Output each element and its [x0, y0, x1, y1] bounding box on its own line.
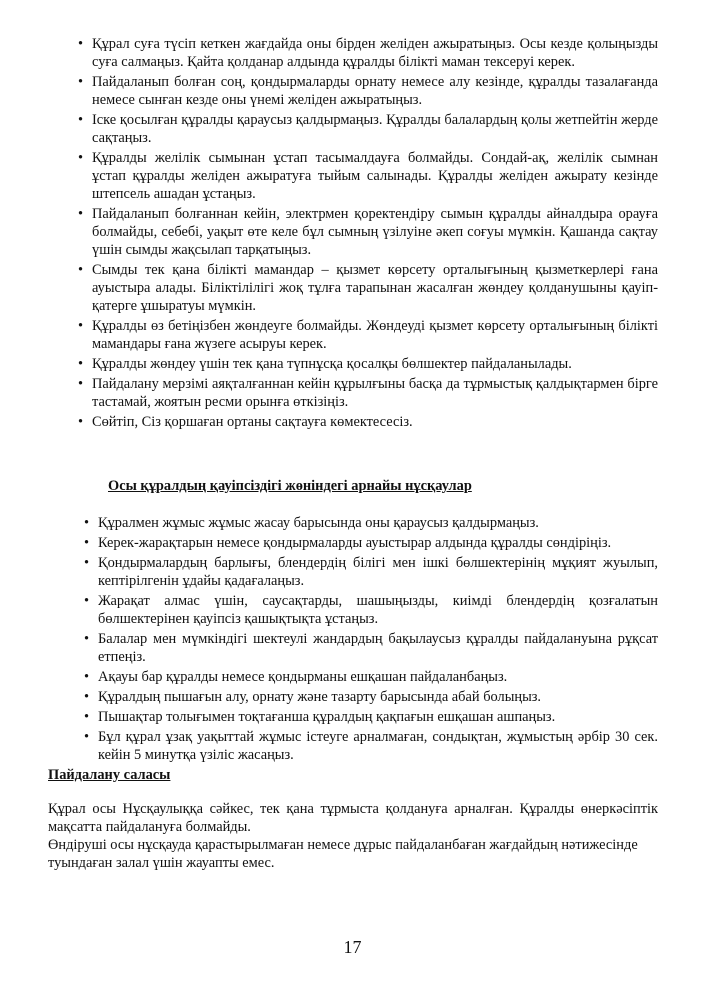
list-item-text: Құралды өз бетіңізбен жөндеуге болмайды. Жөндеуді қызмет көрсету орталығының білікті мамандары ғана жүзеге асыруы керек.	[92, 318, 658, 352]
bullet-icon: •	[78, 262, 84, 278]
list-item	[78, 205, 658, 259]
list-item	[78, 375, 658, 411]
list-item	[78, 413, 658, 431]
bullet-icon: •	[78, 318, 84, 334]
list-item	[84, 708, 658, 726]
list-item-text: Пайдалану мерзімі аяқталғаннан кейін құрылғыны басқа да тұрмыстық қалдықтармен бірге тастамай, жоятын ресми орынға өткізіңіз.	[92, 376, 658, 410]
list-item-text: Жарақат алмас үшін, саусақтарды, шашыңызды, киімді блендердің қозғалатын бөлшектерінен қауіпсіз қашықтықта ұстаңыз.	[98, 593, 658, 627]
list-item-text: Керек-жарақтарын немесе қондырмаларды ауыстырар алдында құралды сөндіріңіз.	[98, 535, 612, 551]
safety-list	[78, 35, 658, 433]
bullet-icon: •	[78, 356, 84, 372]
bullet-icon: •	[78, 150, 84, 166]
list-item-text: Құралмен жұмыс жұмыс жасау барысында оны қараусыз қалдырмаңыз.	[98, 515, 539, 531]
bullet-icon: •	[84, 729, 90, 745]
bullet-icon: •	[84, 535, 90, 551]
bullet-icon: •	[78, 74, 84, 90]
bullet-icon: •	[78, 376, 84, 392]
usage-paragraph: Құрал осы Нұсқаулыққа сәйкес, тек қана тұрмыста қолдануға арналған. Құралды өнеркәсіптік мақсатта пайдалануға болмайды.	[48, 801, 658, 835]
list-item	[84, 668, 658, 686]
bullet-icon: •	[78, 206, 84, 222]
special-instructions-heading: Осы құралдың қауіпсіздігі жөніндегі арнайы нұсқаулар	[108, 478, 472, 494]
list-item	[78, 261, 658, 315]
list-item	[78, 35, 658, 71]
list-item	[84, 554, 658, 590]
list-item	[78, 73, 658, 109]
bullet-icon: •	[78, 36, 84, 52]
list-item-text: Құралдың пышағын алу, орнату және тазарту барысында абай болыңыз.	[98, 689, 542, 705]
list-item-text: Пайдаланып болғаннан кейін, электрмен қоректендіру сымын құралды айналдыра орауға болмайды, себебі, уақыт өте келе бұл сымның үзілуіне әкеп соғуы мүмкін. Қашанда сақтау үшін сымды жақсылап тарқатыңыз.	[92, 206, 658, 258]
list-item	[84, 688, 658, 706]
list-item-text: Ақауы бар құралды немесе қондырманы ешқашан пайдаланбаңыз.	[98, 669, 508, 685]
bullet-icon: •	[78, 112, 84, 128]
page-number: 17	[343, 937, 362, 957]
liability-paragraph: Өндіруші осы нұсқауда қарастырылмаған немесе дұрыс пайдаланбаған жағдайдың нәтижесінде туындаған залал үшін жауапты емес.	[48, 837, 638, 871]
list-item	[78, 355, 658, 373]
list-item	[84, 514, 658, 532]
list-item-text: Пайдаланып болған соң, қондырмаларды орнату немесе алу кезінде, құралды тазалағанда немесе сынған кезде оны үнемі желіден ажыратыңыз.	[92, 74, 658, 108]
list-item	[84, 728, 658, 764]
list-item-text: Бұл құрал ұзақ уақыттай жұмыс істеуге арналмаған, сондықтан, жұмыстың әрбір 30 сек. кейін 5 минутқа үзіліс жасаңыз.	[98, 729, 658, 763]
list-item-text: Балалар мен мүмкіндігі шектеулі жандардың бақылаусыз құралды пайдалануына рұқсат етпеңіз.	[98, 631, 658, 665]
special-instructions-list	[84, 514, 658, 766]
list-item	[84, 630, 658, 666]
list-item-text: Құралды жөндеу үшін тек қана түпнұсқа қосалқы бөлшектер пайдаланылады.	[92, 356, 572, 372]
bullet-icon: •	[84, 593, 90, 609]
list-item-text: Іске қосылған құралды қараусыз қалдырмаңыз. Құралды балалардың қолы жетпейтін жерде сақтаңыз.	[92, 112, 658, 146]
bullet-icon: •	[84, 709, 90, 725]
bullet-icon: •	[84, 555, 90, 571]
list-item	[78, 111, 658, 147]
list-item-text: Құрал суға түсіп кеткен жағдайда оны бірден желіден ажыратыңыз. Осы кезде қолыңызды суға салмаңыз. Қайта қолданар алдында құралды білікті маман тексеруі керек.	[92, 36, 658, 70]
list-item-text: Құралды желілік сымынан ұстап тасымалдауға болмайды. Сондай-ақ, желілік сымнан ұстап құралды желіден ажыратуға тыйым салынады. Құралды желіден ажырату кезінде штепсель ашадан ұстаңыз.	[92, 150, 658, 202]
list-item-text: Қондырмалардың барлығы, блендердің білігі мен ішкі бөлшектерінің мұқият жуылып, кептірілгенін ұдайы қадағалаңыз.	[98, 555, 658, 589]
list-item-text: Сымды тек қана білікті мамандар – қызмет көрсету орталығының қызметкерлері ғана ауыстыра алады. Біліктілілігі жоқ тұлға тарапынан жасалған жөндеу қолданушыны қауіп-қатерге ұшыратуы мүмкін.	[92, 262, 658, 314]
bullet-icon: •	[78, 414, 84, 430]
bullet-icon: •	[84, 631, 90, 647]
list-item	[78, 149, 658, 203]
bullet-icon: •	[84, 669, 90, 685]
bullet-icon: •	[84, 515, 90, 531]
list-item	[84, 592, 658, 628]
list-item	[84, 534, 658, 552]
list-item	[78, 317, 658, 353]
bullet-icon: •	[84, 689, 90, 705]
list-item-text: Пышақтар толығымен тоқтағанша құралдың қақпағын ешқашан ашпаңыз.	[98, 709, 556, 725]
usage-heading: Пайдалану саласы	[48, 767, 171, 783]
list-item-text: Сөйтіп, Сіз қоршаған ортаны сақтауға көмектесесіз.	[92, 414, 413, 430]
